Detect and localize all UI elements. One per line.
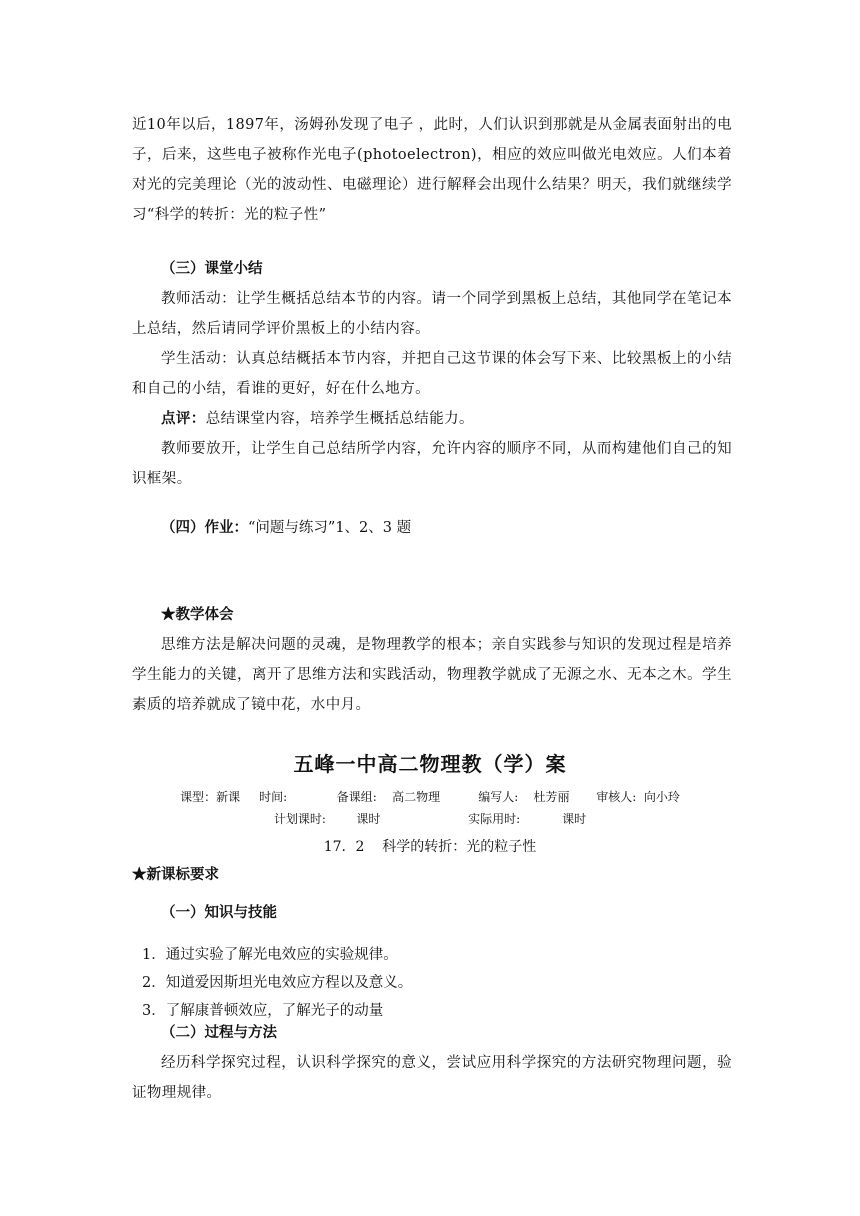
lesson-title: 17．2 科学的转折：光的粒子性 (323, 839, 537, 855)
summary-section (132, 254, 732, 494)
standards-heading: ★新课标要求 (132, 866, 219, 883)
knowledge-section (132, 898, 732, 928)
process-text: 经历科学探究过程，认识科学探究的意义，尝试应用科学探究的方法研究物理问题，验证物理规律。 (132, 1055, 732, 1101)
list-item: 1．通过实验了解光电效应的实验规律。 (142, 947, 398, 963)
list-item: 3．了解康普顿效应，了解光子的动量 (142, 1003, 384, 1019)
intro-paragraph: 近10年以后，1897年，汤姆孙发现了电子 ，此时，人们认识到那就是从金属表面射出的电子，后来，这些电子被称作光电子(photoelectron)，相应的效应叫做光电效应。人们本着对光的完美理论（光的波动性、电磁理论）进行解释会出现什么结果？明天，我们就继续学习“科学的转折：光的粒子性” (132, 117, 732, 223)
page-title: 五峰一中高二物理教（学）案 (293, 752, 567, 776)
comment (132, 404, 732, 434)
homework-line (132, 513, 732, 543)
meta-line-2: 计划课时: 课时 实际用时: 课时 (273, 812, 587, 826)
knowledge-heading: （一）知识与技能 (161, 904, 277, 921)
process-heading: （二）过程与方法 (161, 1024, 277, 1041)
teacher-note: 教师要放开，让学生自己总结所学内容，允许内容的顺序不同，从而构建他们自己的知识框架。 (132, 441, 732, 487)
student-activity: 学生活动：认真总结概括本节内容，并把自己这节课的体会写下来、比较黑板上的小结和自己的小结，看谁的更好，好在什么地方。 (132, 351, 732, 397)
process-section (132, 1018, 732, 1108)
reflection-text: 思维方法是解决问题的灵魂，是物理教学的根本；亲自实践参与知识的发现过程是培养学生能力的关键，离开了思维方法和实践活动，物理教学就成了无源之水、无本之木。学生素质的培养就成了镜中花，水中月。 (132, 637, 732, 713)
list-item: 2．知道爱因斯坦光电效应方程以及意义。 (142, 975, 413, 991)
reflection-heading: ★教学体会 (161, 606, 234, 623)
homework-text: “问题与练习”1、2、3 题 (248, 520, 412, 536)
comment-text: 总结课堂内容，培养学生概括总结能力。 (205, 411, 474, 427)
teacher-activity: 教师活动：让学生概括总结本节的内容。请一个同学到黑板上总结，其他同学在笔记本上总结，然后请同学评价黑板上的小结内容。 (132, 291, 732, 337)
comment-label: 点评： (161, 410, 206, 427)
homework-heading: （四）作业： (161, 519, 248, 536)
summary-heading: （三）课堂小结 (161, 260, 263, 277)
homework-section (132, 513, 732, 543)
meta-line-1: 课型：新课 时间: 备课组: 高二物理 编写人: 杜芳丽 审核人: 向小玲 (180, 790, 680, 804)
intro-section (132, 110, 732, 230)
reflection-section (132, 600, 732, 720)
